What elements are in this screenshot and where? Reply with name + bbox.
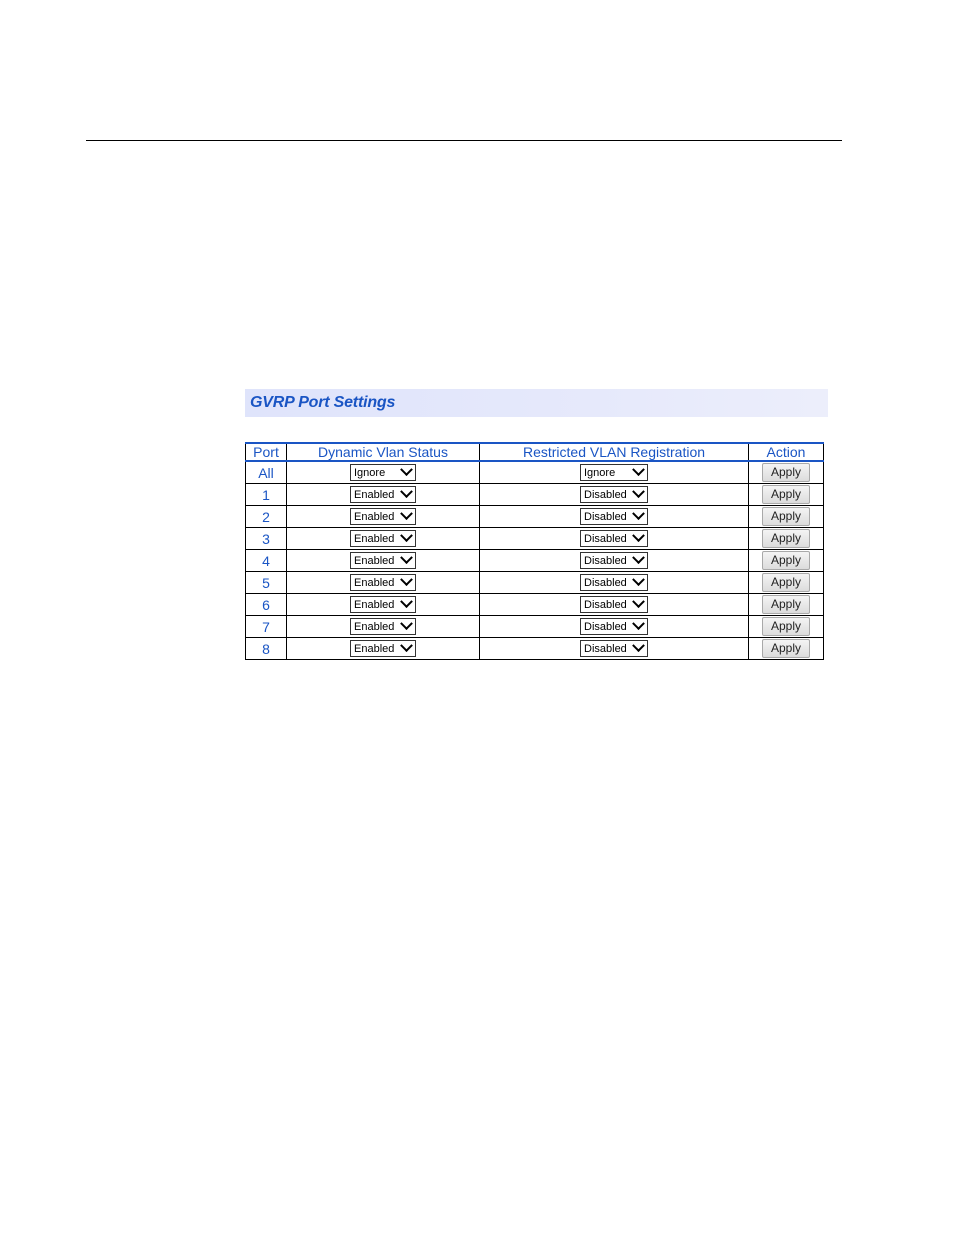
chevron-down-icon [400,508,413,521]
header-dynamic-vlan-status: Dynamic Vlan Status [287,443,480,461]
dynamic-vlan-status-cell [287,572,480,594]
dynamic-vlan-status-select[interactable] [350,530,416,547]
dynamic-vlan-status-value: Enabled [354,598,395,611]
top-divider [86,140,842,141]
port-cell: 1 [246,484,287,506]
apply-button[interactable]: Apply [762,551,810,570]
restricted-vlan-registration-cell [480,616,749,638]
apply-button[interactable]: Apply [762,639,810,658]
table-row [246,528,824,550]
dynamic-vlan-status-value: Enabled [354,510,395,523]
chevron-down-icon [400,464,413,477]
dynamic-vlan-status-value: Enabled [354,532,395,545]
dynamic-vlan-status-cell [287,528,480,550]
dynamic-vlan-status-select[interactable] [350,596,416,613]
restricted-vlan-registration-select[interactable] [580,640,648,657]
chevron-down-icon [400,618,413,631]
action-cell [749,484,824,506]
dynamic-vlan-status-value: Ignore [354,466,386,479]
restricted-vlan-registration-cell [480,461,749,484]
action-cell [749,528,824,550]
dynamic-vlan-status-cell [287,461,480,484]
restricted-vlan-registration-value: Disabled [584,620,627,633]
chevron-down-icon [400,596,413,609]
dynamic-vlan-status-cell [287,550,480,572]
chevron-down-icon [400,574,413,587]
dynamic-vlan-status-select[interactable] [350,574,416,591]
restricted-vlan-registration-cell [480,638,749,660]
dynamic-vlan-status-cell [287,484,480,506]
chevron-down-icon [400,530,413,543]
restricted-vlan-registration-value: Disabled [584,488,627,501]
table-row [246,506,824,528]
dynamic-vlan-status-select[interactable] [350,552,416,569]
port-cell: 8 [246,638,287,660]
port-cell: 4 [246,550,287,572]
chevron-down-icon [632,640,645,653]
port-cell: 7 [246,616,287,638]
restricted-vlan-registration-value: Disabled [584,510,627,523]
restricted-vlan-registration-select[interactable] [580,596,648,613]
chevron-down-icon [632,596,645,609]
apply-button[interactable]: Apply [762,595,810,614]
dynamic-vlan-status-select[interactable] [350,618,416,635]
port-cell: All [246,461,287,484]
table-row [246,594,824,616]
dynamic-vlan-status-value: Enabled [354,488,395,501]
restricted-vlan-registration-select[interactable] [580,486,648,503]
restricted-vlan-registration-value: Disabled [584,532,627,545]
port-cell: 3 [246,528,287,550]
dynamic-vlan-status-select[interactable] [350,486,416,503]
apply-button[interactable]: Apply [762,507,810,526]
gvrp-port-settings-table [245,442,824,660]
header-action: Action [749,443,824,461]
table-row [246,550,824,572]
apply-button[interactable]: Apply [762,485,810,504]
chevron-down-icon [632,486,645,499]
restricted-vlan-registration-cell [480,572,749,594]
action-cell [749,594,824,616]
restricted-vlan-registration-select[interactable] [580,530,648,547]
restricted-vlan-registration-select[interactable] [580,508,648,525]
chevron-down-icon [632,464,645,477]
header-port: Port [246,443,287,461]
table-header-row [246,443,824,461]
chevron-down-icon [632,574,645,587]
restricted-vlan-registration-cell [480,484,749,506]
panel-title: GVRP Port Settings [245,389,828,417]
port-cell: 5 [246,572,287,594]
header-restricted-vlan-registration: Restricted VLAN Registration [480,443,749,461]
dynamic-vlan-status-value: Enabled [354,642,395,655]
action-cell [749,572,824,594]
chevron-down-icon [632,552,645,565]
apply-button[interactable]: Apply [762,463,810,482]
action-cell [749,616,824,638]
table-row [246,461,824,484]
restricted-vlan-registration-cell [480,506,749,528]
chevron-down-icon [400,640,413,653]
apply-button[interactable]: Apply [762,529,810,548]
table-row [246,484,824,506]
restricted-vlan-registration-cell [480,594,749,616]
chevron-down-icon [400,486,413,499]
dynamic-vlan-status-value: Enabled [354,554,395,567]
table-row [246,572,824,594]
dynamic-vlan-status-cell [287,506,480,528]
restricted-vlan-registration-select[interactable] [580,618,648,635]
dynamic-vlan-status-select[interactable] [350,640,416,657]
restricted-vlan-registration-value: Ignore [584,466,616,479]
chevron-down-icon [400,552,413,565]
chevron-down-icon [632,508,645,521]
dynamic-vlan-status-select[interactable] [350,464,416,481]
table-row [246,616,824,638]
port-cell: 2 [246,506,287,528]
restricted-vlan-registration-select[interactable] [580,574,648,591]
dynamic-vlan-status-select[interactable] [350,508,416,525]
restricted-vlan-registration-value: Disabled [584,598,627,611]
action-cell [749,638,824,660]
restricted-vlan-registration-value: Disabled [584,554,627,567]
dynamic-vlan-status-cell [287,616,480,638]
action-cell [749,550,824,572]
dynamic-vlan-status-value: Enabled [354,620,395,633]
apply-button[interactable]: Apply [762,617,810,636]
dynamic-vlan-status-cell [287,638,480,660]
restricted-vlan-registration-value: Disabled [584,642,627,655]
action-cell [749,461,824,484]
table-row [246,638,824,660]
action-cell [749,506,824,528]
restricted-vlan-registration-cell [480,528,749,550]
port-cell: 6 [246,594,287,616]
chevron-down-icon [632,530,645,543]
restricted-vlan-registration-value: Disabled [584,576,627,589]
dynamic-vlan-status-value: Enabled [354,576,395,589]
restricted-vlan-registration-select[interactable] [580,464,648,481]
dynamic-vlan-status-cell [287,594,480,616]
restricted-vlan-registration-select[interactable] [580,552,648,569]
chevron-down-icon [632,618,645,631]
restricted-vlan-registration-cell [480,550,749,572]
apply-button[interactable]: Apply [762,573,810,592]
